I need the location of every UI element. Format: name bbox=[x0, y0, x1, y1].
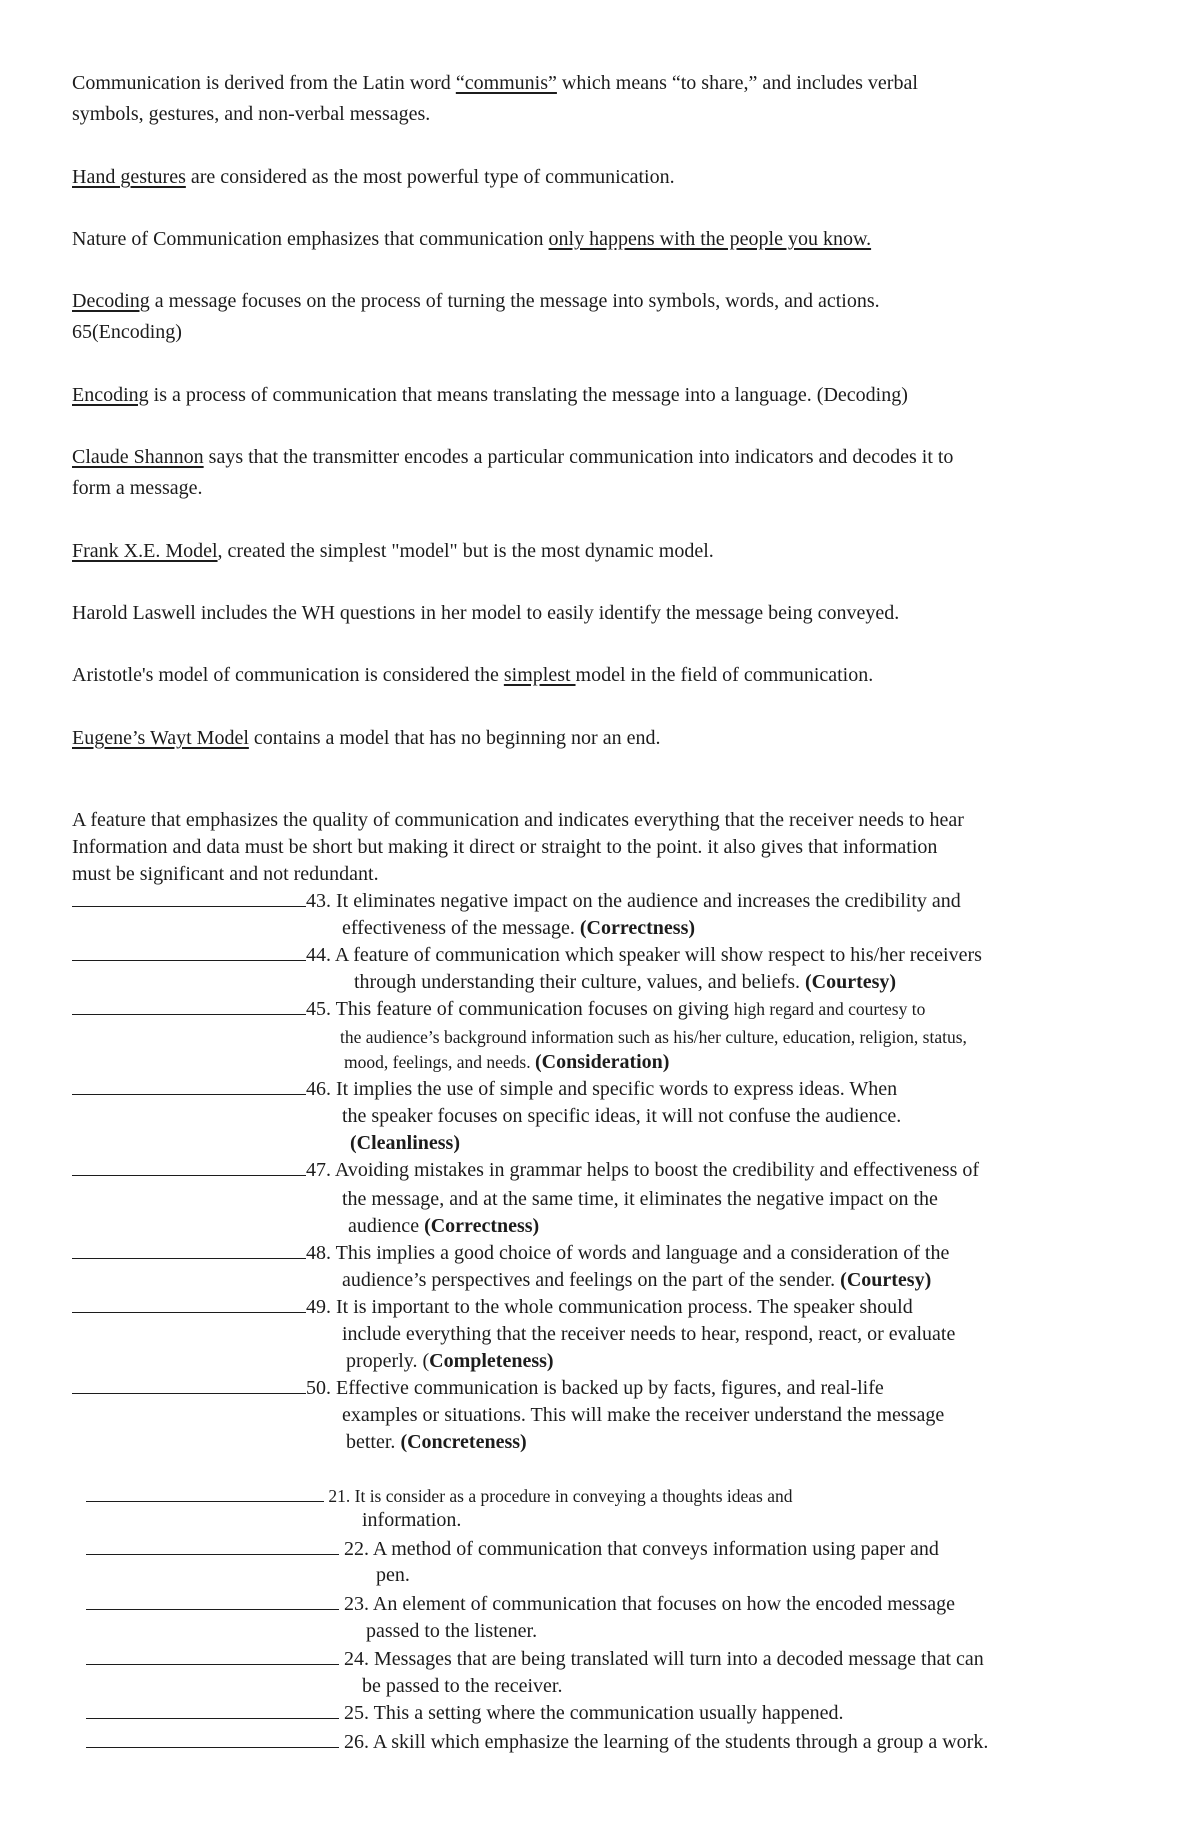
question-23: 23. An element of communication that focuses on how the encoded message bbox=[86, 1593, 955, 1616]
question-24: 24. Messages that are being translated will turn into a decoded message that can bbox=[86, 1648, 984, 1671]
statement-2: Hand gestures are considered as the most powerful type of communication. bbox=[72, 166, 675, 188]
answer-blank[interactable] bbox=[72, 946, 306, 961]
question-22: 22. A method of communication that conveys information using paper and bbox=[86, 1538, 939, 1561]
question-44: 44. A feature of communication which speaker will show respect to his/her receivers bbox=[72, 944, 982, 967]
question-47: 47. Avoiding mistakes in grammar helps to boost the credibility and effectiveness of bbox=[72, 1159, 979, 1182]
question-48-line2: audience’s perspectives and feelings on the part of the sender. (Courtesy) bbox=[342, 1269, 932, 1291]
question-24-line2: be passed to the receiver. bbox=[362, 1675, 563, 1697]
question-23-line2: passed to the listener. bbox=[366, 1620, 538, 1642]
statement-5: Encoding is a process of communication that means translating the message into a language. (Decoding) bbox=[72, 384, 908, 406]
answer-blank[interactable] bbox=[72, 1080, 306, 1095]
statement-7: Frank X.E. Model, created the simplest "model" but is the most dynamic model. bbox=[72, 540, 714, 562]
question-47-line3: audience (Correctness) bbox=[348, 1215, 540, 1237]
feature-intro-line1: A feature that emphasizes the quality of communication and indicates everything that the receiver needs to hear bbox=[72, 809, 964, 831]
statement-1-line2: symbols, gestures, and non-verbal messages. bbox=[72, 103, 431, 125]
question-47-line2: the message, and at the same time, it eliminates the negative impact on the bbox=[342, 1188, 938, 1210]
answer-blank[interactable] bbox=[72, 1161, 306, 1176]
statement-4: Decoding a message focuses on the process of turning the message into symbols, words, and actions. bbox=[72, 290, 880, 312]
answer-blank[interactable] bbox=[72, 1000, 306, 1015]
question-45: 45. This feature of communication focuses on giving high regard and courtesy to bbox=[72, 998, 925, 1021]
answer-blank[interactable] bbox=[86, 1487, 324, 1502]
question-43: 43. It eliminates negative impact on the audience and increases the credibility and bbox=[72, 890, 961, 913]
question-26: 26. A skill which emphasize the learning of the students through a group a work. bbox=[86, 1731, 988, 1754]
statement-3: Nature of Communication emphasizes that communication only happens with the people you know. bbox=[72, 228, 872, 250]
statement-9: Aristotle's model of communication is considered the simplest model in the field of communication. bbox=[72, 664, 874, 686]
question-45-line3: mood, feelings, and needs. (Consideration) bbox=[344, 1051, 670, 1073]
question-25: 25. This a setting where the communication usually happened. bbox=[86, 1702, 844, 1725]
question-46-line2: the speaker focuses on specific ideas, it will not confuse the audience. bbox=[342, 1105, 902, 1127]
answer-blank[interactable] bbox=[86, 1650, 339, 1665]
statement-6-line2: form a message. bbox=[72, 477, 203, 499]
answer-blank[interactable] bbox=[72, 1298, 306, 1313]
answer-blank[interactable] bbox=[86, 1595, 339, 1610]
question-50-line3: better. (Concreteness) bbox=[346, 1431, 527, 1453]
answer-blank[interactable] bbox=[86, 1733, 339, 1748]
question-49: 49. It is important to the whole communication process. The speaker should bbox=[72, 1296, 913, 1319]
statement-8: Harold Laswell includes the WH questions in her model to easily identify the message being conveyed. bbox=[72, 602, 900, 624]
answer-blank[interactable] bbox=[72, 1379, 306, 1394]
question-44-line2: through understanding their culture, values, and beliefs. (Courtesy) bbox=[354, 971, 897, 993]
answer-blank[interactable] bbox=[72, 1244, 306, 1259]
question-50-line2: examples or situations. This will make the receiver understand the message bbox=[342, 1404, 945, 1426]
answer-blank[interactable] bbox=[72, 892, 306, 907]
feature-intro-line3: must be significant and not redundant. bbox=[72, 863, 379, 885]
question-50: 50. Effective communication is backed up by facts, figures, and real-life bbox=[72, 1377, 884, 1400]
question-49-line3: properly. (Completeness) bbox=[346, 1350, 554, 1372]
statement-1: Communication is derived from the Latin word “communis” which means “to share,” and includes verbal bbox=[72, 72, 918, 94]
question-49-line2: include everything that the receiver needs to hear, respond, react, or evaluate bbox=[342, 1323, 956, 1345]
question-22-line2: pen. bbox=[376, 1564, 410, 1586]
question-46-answer: (Cleanliness) bbox=[350, 1132, 460, 1154]
statement-10: Eugene’s Wayt Model contains a model that has no beginning nor an end. bbox=[72, 727, 661, 749]
question-46: 46. It implies the use of simple and specific words to express ideas. When bbox=[72, 1078, 897, 1101]
question-48: 48. This implies a good choice of words and language and a consideration of the bbox=[72, 1242, 949, 1265]
question-45-line2: the audience’s background information such as his/her culture, education, religion, status, bbox=[340, 1027, 967, 1047]
question-21-line2: information. bbox=[362, 1509, 462, 1531]
question-21: 21. It is consider as a procedure in conveying a thoughts ideas and bbox=[86, 1486, 792, 1507]
feature-intro-line2: Information and data must be short but making it direct or straight to the point. it also gives that information bbox=[72, 836, 938, 858]
answer-blank[interactable] bbox=[86, 1540, 339, 1555]
statement-6: Claude Shannon says that the transmitter encodes a particular communication into indicators and decodes it to bbox=[72, 446, 954, 468]
question-43-line2: effectiveness of the message. (Correctness) bbox=[342, 917, 696, 939]
statement-4-line2: 65(Encoding) bbox=[72, 321, 182, 343]
answer-blank[interactable] bbox=[86, 1704, 339, 1719]
